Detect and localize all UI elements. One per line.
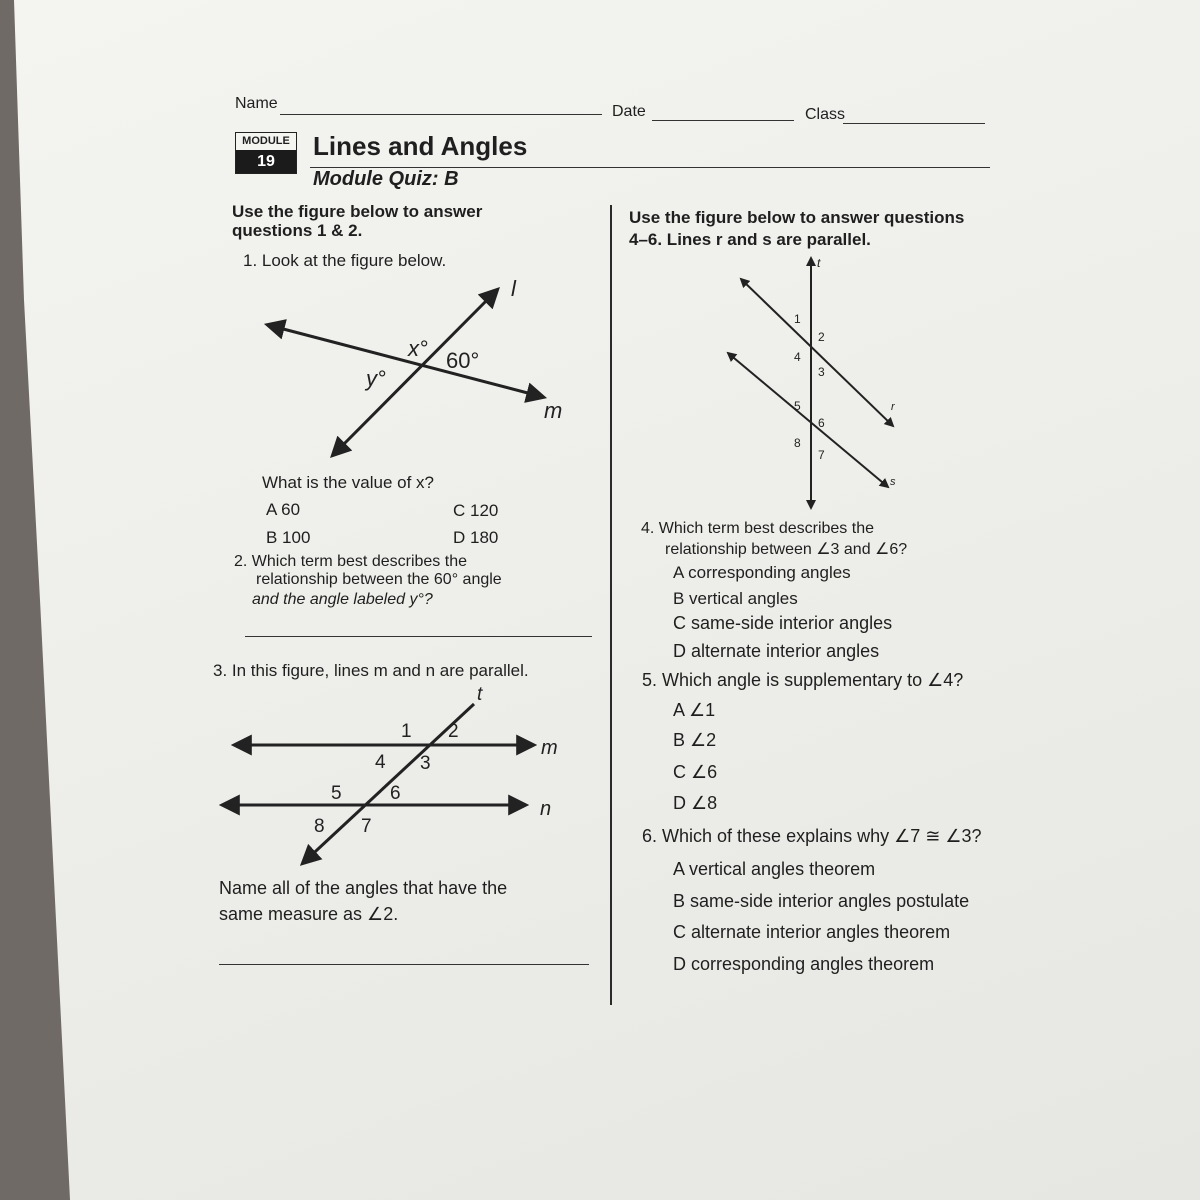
q6-choice-a: A vertical angles theorem [673,859,876,879]
label-r: r [891,401,895,413]
label-s: s [890,476,896,488]
left-intro-line1: Use the figure below to answer [232,202,483,221]
angle-4: 4 [794,350,801,364]
label-angle-60: 60° [446,348,480,373]
angle-8: 8 [794,436,801,450]
angle-1: 1 [794,312,801,326]
q4-line1: 4. Which term best describes the [641,520,874,537]
q1-question: What is the value of x? [262,473,434,492]
left-intro-line2: questions 1 & 2. [232,221,363,240]
angle-5: 5 [794,399,801,413]
q1-choice-a: A 60 [266,500,301,519]
q1-prompt: 1. Look at the figure below. [243,251,447,270]
angle-2: 2 [818,330,825,344]
angle-6: 6 [390,783,401,804]
q1-choice-d: D 180 [453,528,499,547]
angle-2: 2 [448,721,459,742]
q1-choice-c: C 120 [453,501,499,520]
q5-choice-b: B ∠2 [673,730,717,750]
q3-prompt: 3. In this figure, lines m and n are parallel. [213,661,529,680]
line-m [268,325,543,397]
module-number: 19 [236,150,296,173]
q5-choice-a: A ∠1 [673,700,716,720]
q4-choice-c: C same-side interior angles [673,613,893,633]
angle-7: 7 [818,448,825,462]
right-intro-line1: Use the figure below to answer questions [629,208,965,227]
page-title: Lines and Angles [313,131,528,161]
angle-5: 5 [331,783,342,804]
q6-choice-b: B same-side interior angles postulate [673,891,970,911]
label-angle-y: y° [366,366,386,391]
date-label: Date [612,103,646,120]
q4-line2: relationship between ∠3 and ∠6? [665,541,908,558]
angle-1: 1 [401,721,412,742]
q2-line2: relationship between the 60° angle [256,571,502,588]
q5-question: 5. Which angle is supplementary to ∠4? [642,670,964,690]
line-r [741,279,893,426]
figure-3-parallel-lines-m-n [223,684,558,863]
label-line-l: l [511,276,516,301]
class-label: Class [805,106,846,123]
figure-2-parallel-lines-r-s [728,256,896,508]
q2-line3: and the angle labeled y°? [252,591,433,608]
angle-3: 3 [420,753,431,774]
label-n: n [540,798,552,820]
angle-8: 8 [314,816,325,837]
angle-4: 4 [375,752,386,773]
q4-choice-b: B vertical angles [673,589,798,608]
q6-choice-c: C alternate interior angles theorem [673,922,951,942]
q3-line1: Name all of the angles that have the [219,878,508,898]
q6-question: 6. Which of these explains why ∠7 ≅ ∠3? [642,826,982,846]
label-t: t [477,684,483,705]
angle-6: 6 [818,416,825,430]
q3-line2: same measure as ∠2. [219,904,399,924]
q4-choice-d: D alternate interior angles [673,641,880,661]
line-s [728,353,888,487]
label-angle-x: x° [408,336,428,361]
angle-7: 7 [361,816,372,837]
figure-1-intersecting-lines [268,276,562,455]
q2-line1: 2. Which term best describes the [234,553,467,570]
q5-choice-c: C ∠6 [673,762,718,782]
right-intro-line2: 4–6. Lines r and s are parallel. [629,230,871,249]
module-word: MODULE [236,133,296,150]
page-subtitle: Module Quiz: B [313,168,459,190]
q5-choice-d: D ∠8 [673,793,718,813]
label-line-m: m [544,398,563,423]
angle-3: 3 [818,365,825,379]
q1-choice-b: B 100 [266,528,311,547]
q6-choice-d: D corresponding angles theorem [673,954,935,974]
label-t: t [817,256,821,270]
q4-choice-a: A corresponding angles [673,563,851,582]
label-m: m [541,737,558,759]
name-label: Name [235,95,278,112]
